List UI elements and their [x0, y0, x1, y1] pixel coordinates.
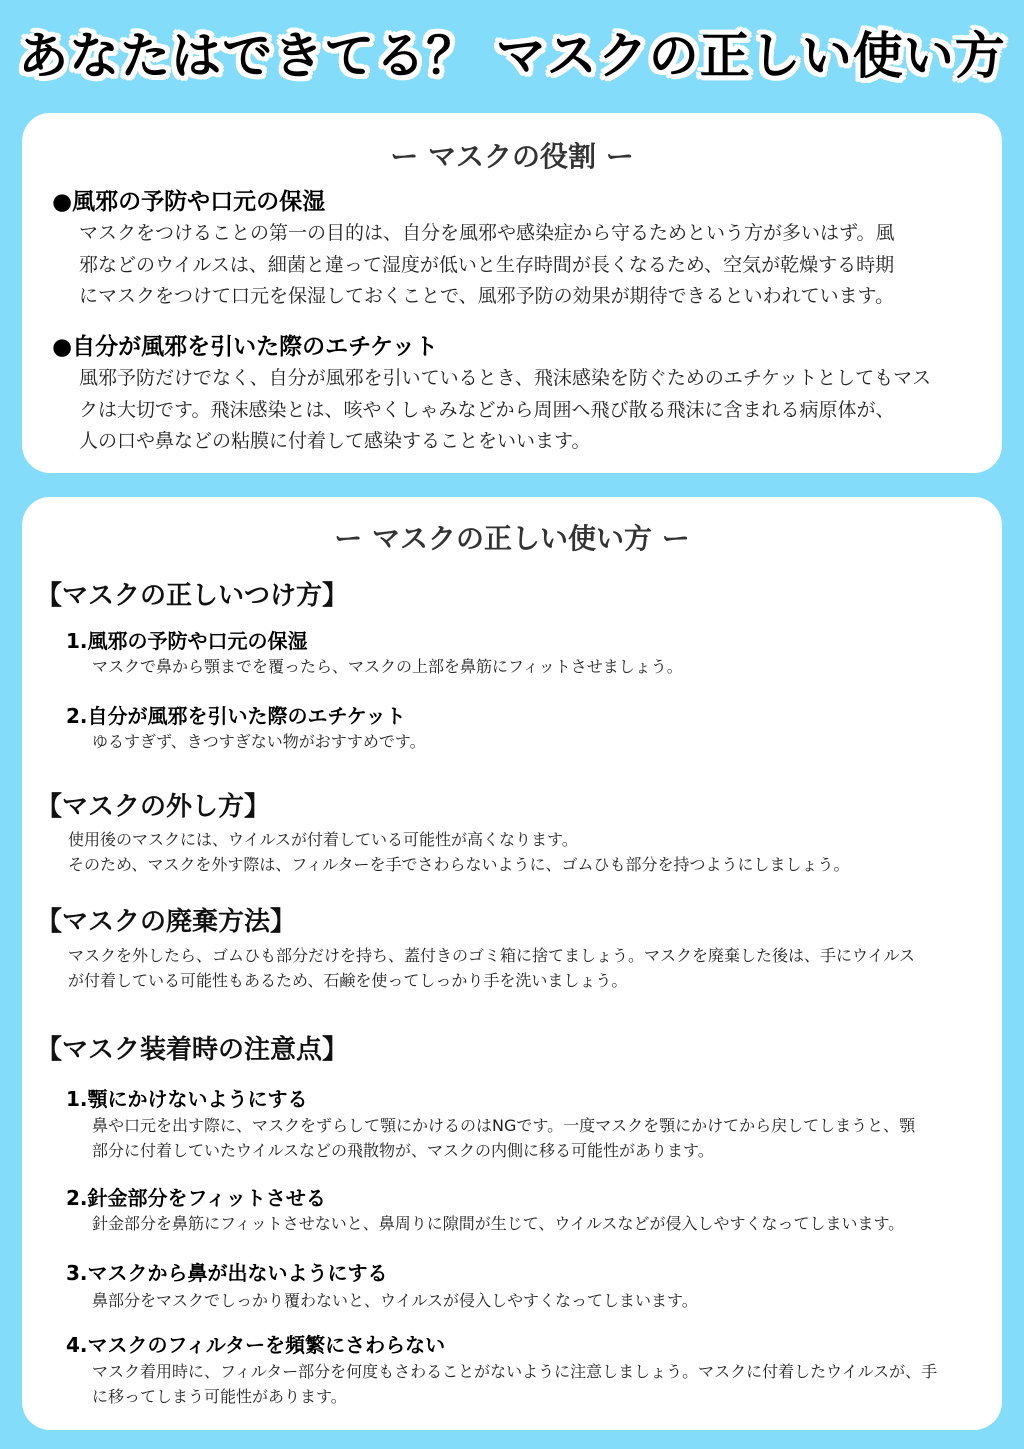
text-line: にマスクをつけて口元を保湿しておくことで、風邪予防の効果が期待できるといわれています。 — [79, 285, 895, 307]
wearing-item-title: 2.自分が風邪を引いた際のエチケット — [66, 704, 406, 728]
role-item-title: ●自分が風邪を引いた際のエチケット — [52, 334, 438, 360]
mask-usage-heading: ー マスクの正しい使い方 ー — [334, 522, 690, 555]
role-item-text — [79, 218, 894, 313]
page-title: あなたはできてる？ マスクの正しい使い方 — [18, 27, 1006, 85]
mask-role-card — [22, 113, 1002, 473]
caution-item-title: 1.顎にかけないようにする — [66, 1087, 308, 1111]
role-item-title: ●風邪の予防や口元の保湿 — [52, 189, 326, 215]
role-item-text — [79, 363, 931, 458]
cautions-heading: 【マスク装着時の注意点】 — [36, 1035, 349, 1065]
text-line: そのため、マスクを外す際は、フィルターを手でさわらないように、ゴムひも部分を持つようにしましょう。 — [68, 854, 850, 874]
caution-item-title: 3.マスクから鼻が出ないようにする — [66, 1261, 388, 1285]
text-line: マスクを外したら、ゴムひも部分だけを持ち、蓋付きのゴミ箱に捨てましょう。マスクを廃棄した後は、手にウイルス — [68, 946, 916, 965]
text-line: 風邪予防だけでなく、自分が風邪を引いているとき、飛沫感染を防ぐためのエチケットとしてもマス — [79, 367, 932, 389]
caution-item-text: 針金部分を鼻筋にフィットさせないと、鼻周りに隙間が生じて、ウイルスなどが侵入しやすくなってしまいます。 — [92, 1214, 905, 1233]
text-line: マスクをつけることの第一の目的は、自分を風邪や感染症から守るためという方が多いはず。風 — [79, 222, 895, 244]
text-line: 鼻や口元を出す際に、マスクをずらして顎にかけるのはNGです。一度マスクを顎にかけてから戻してしまうと、顎 — [92, 1116, 916, 1135]
caution-item-text: 鼻部分をマスクでしっかり覆わないと、ウイルスが侵入しやすくなってしまいます。 — [92, 1291, 698, 1310]
text-line: に移ってしまう可能性があります。 — [92, 1386, 347, 1406]
caution-item-title: 4.マスクのフィルターを頻繁にさわらない — [66, 1333, 446, 1357]
disposal-heading: 【マスクの廃棄方法】 — [36, 907, 297, 937]
text-line: マスク着用時に、フィルター部分を何度もさわることがないように注意しましょう。マスクに付着したウイルスが、手 — [92, 1362, 938, 1381]
mask-usage-card — [22, 497, 1002, 1430]
text-line: 使用後のマスクには、ウイルスが付着している可能性が高くなります。 — [68, 830, 578, 849]
caution-item-text — [92, 1360, 937, 1409]
wearing-heading: 【マスクの正しいつけ方】 — [36, 581, 349, 611]
wearing-item-title: 1.風邪の予防や口元の保湿 — [66, 629, 308, 653]
wearing-item-text: マスクで鼻から顎までを覆ったら、マスクの上部を鼻筋にフィットさせましょう。 — [92, 657, 683, 676]
caution-item-title: 2.針金部分をフィットさせる — [66, 1186, 326, 1210]
text-line: クは大切です。飛沫感染とは、咳やくしゃみなどから周囲へ飛び散る飛沫に含まれる病原体が、 — [79, 398, 895, 421]
text-line: 邪などのウイルスは、細菌と違って湿度が低いと生存時間が長くなるため、空気が乾燥する時期 — [79, 253, 895, 276]
text-line: 人の口や鼻などの粘膜に付着して感染することをいいます。 — [79, 430, 591, 452]
removal-text — [68, 828, 849, 877]
text-line: 部分に付着していたウイルスなどの飛散物が、マスクの内側に移る可能性があります。 — [92, 1140, 714, 1160]
wearing-item-text: ゆるすぎず、きつすぎない物がおすすめです。 — [92, 732, 426, 751]
text-line: が付着している可能性もあるため、石鹸を使ってしっかり手を洗いましょう。 — [68, 970, 628, 990]
removal-heading: 【マスクの外し方】 — [36, 792, 271, 822]
mask-role-heading: ー マスクの役割 ー — [390, 140, 634, 173]
caution-item-text — [92, 1114, 915, 1163]
disposal-text — [68, 944, 915, 993]
